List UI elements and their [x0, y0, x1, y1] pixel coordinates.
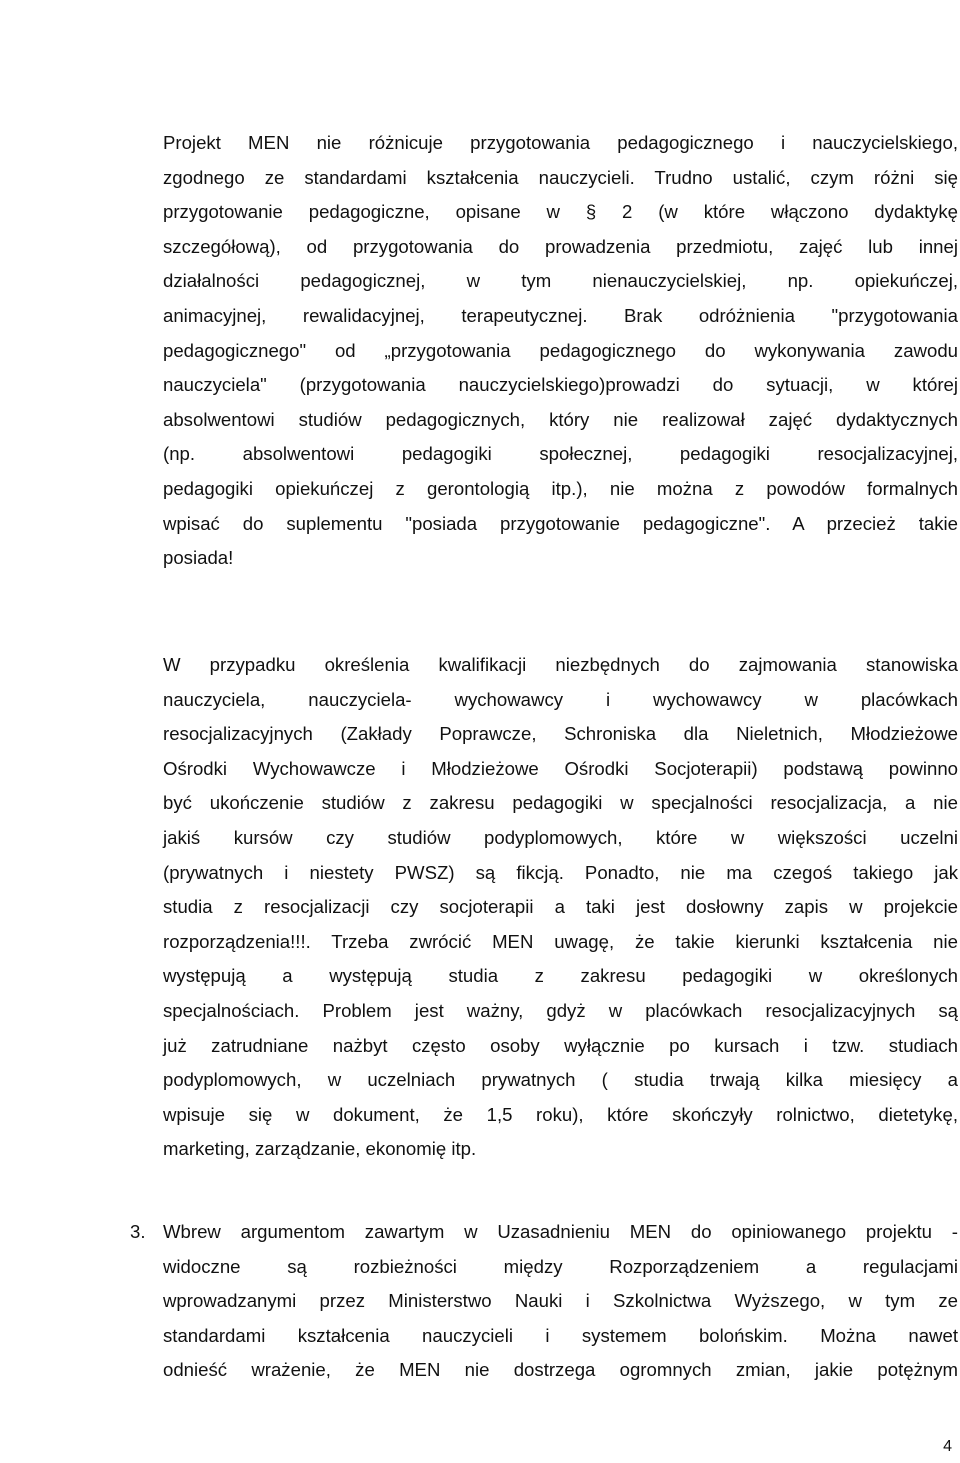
text-line: być ukończenie studiów z zakresu pedagogiki w specjalności resocjalizacja, a nie	[163, 792, 958, 814]
list-item-text	[163, 1215, 958, 1388]
text-line: (prywatnych i niestety PWSZ) są fikcją. Ponadto, nie ma czegoś takiego jak	[163, 861, 958, 883]
text-line: nauczyciela, nauczyciela- wychowawcy i wychowawcy w placówkach	[163, 688, 958, 710]
text-line: rozporządzenia!!!. Trzeba zwrócić MEN uwagę, że takie kierunki kształcenia nie	[163, 930, 958, 952]
text-line: wpisuje się w dokument, że 1,5 roku), które skończyły rolnictwo, dietetykę,	[163, 1103, 958, 1125]
paragraph-2	[163, 648, 958, 1167]
text-line: działalności pedagogicznej, w tym nienauczycielskiej, np. opiekuńczej,	[163, 270, 958, 292]
paragraph-1	[163, 126, 958, 576]
page-number: 4	[943, 1438, 952, 1455]
text-line: marketing, zarządzanie, ekonomię itp.	[163, 1138, 477, 1160]
text-line: specjalnościach. Problem jest ważny, gdyż w placówkach resocjalizacyjnych są	[163, 999, 958, 1021]
text-line: wprowadzanymi przez Ministerstwo Nauki i Szkolnictwa Wyższego, w tym ze	[163, 1290, 958, 1312]
text-line: Ośrodki Wychowawcze i Młodzieżowe Ośrodki Socjoterapii) podstawą powinno	[163, 757, 958, 779]
text-line: W przypadku określenia kwalifikacji niezbędnych do zajmowania stanowiska	[163, 654, 958, 675]
text-line: jakiś kursów czy studiów podyplomowych, które w większości uczelni	[163, 826, 958, 848]
text-line: pedagogicznego" od „przygotowania pedagogicznego do wykonywania zawodu	[163, 339, 958, 361]
text-line: absolwentowi studiów pedagogicznych, który nie realizował zajęć dydaktycznych	[163, 408, 958, 430]
text-line: resocjalizacyjnych (Zakłady Poprawcze, Schroniska dla Nieletnich, Młodzieżowe	[163, 723, 958, 745]
text-line: podyplomowych, w uczelniach prywatnych ( studia trwają kilka miesięcy a	[163, 1069, 958, 1091]
text-line: przygotowanie pedagogiczne, opisane w § 2 (w które włączono dydaktykę	[163, 201, 958, 223]
text-line: pedagogiki opiekuńczej z gerontologią itp.), nie można z powodów formalnych	[163, 477, 958, 499]
text-line: Projekt MEN nie różnicuje przygotowania pedagogicznego i nauczycielskiego,	[163, 132, 958, 153]
text-line: wpisać do suplementu "posiada przygotowanie pedagogiczne". A przecież takie	[163, 512, 958, 534]
text-line: występują a występują studia z zakresu pedagogiki w określonych	[163, 965, 958, 987]
text-line: odnieść wrażenie, że MEN nie dostrzega ogromnych zmian, jakie potężnym	[163, 1359, 958, 1381]
text-line: (np. absolwentowi pedagogiki społecznej, pedagogiki resocjalizacyjnej,	[163, 443, 958, 465]
text-line: animacyjnej, rewalidacyjnej, terapeutycznej. Brak odróżnienia "przygotowania	[163, 304, 958, 326]
text-line: standardami kształcenia nauczycieli i systemem bolońskim. Można nawet	[163, 1324, 958, 1346]
text-line: szczegółową), od przygotowania do prowadzenia przedmiotu, zajęć lub innej	[163, 235, 958, 257]
text-line: nauczyciela" (przygotowania nauczycielskiego)prowadzi do sytuacji, w której	[163, 374, 958, 396]
text-line: Wbrew argumentom zawartym w Uzasadnieniu MEN do opiniowanego projektu -	[163, 1221, 958, 1242]
text-line: widoczne są rozbieżności między Rozporządzeniem a regulacjami	[163, 1255, 958, 1277]
text-line: już zatrudniane nażbyt często osoby wyłącznie po kursach i tzw. studiach	[163, 1034, 958, 1056]
text-line: posiada!	[163, 547, 234, 569]
list-item-number: 3.	[130, 1221, 146, 1242]
text-line: zgodnego ze standardami kształcenia nauczycieli. Trudno ustalić, czym różni się	[163, 166, 958, 188]
text-line: studia z resocjalizacji czy socjoterapii a taki jest dosłowny zapis w projekcie	[163, 896, 958, 918]
